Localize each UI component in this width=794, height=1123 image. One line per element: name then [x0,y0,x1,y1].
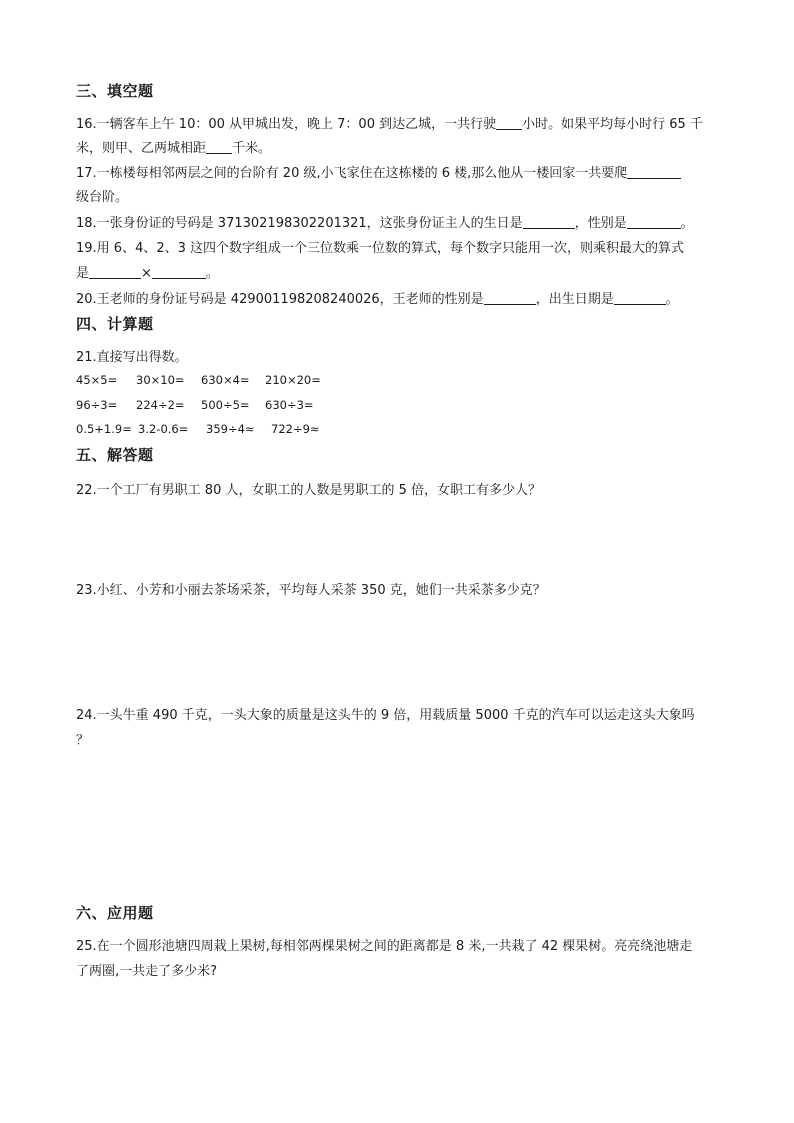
calc-item: 500÷5= [201,398,250,412]
question-17-line-1 [76,162,681,181]
q19-text-c: × [141,266,152,281]
q16-blank-distance[interactable] [206,141,232,154]
section-title-application: 六、应用题 [76,904,154,922]
calc-item: 45×5= [76,373,118,387]
q19-blank-factor-1[interactable] [89,266,141,279]
question-17-line-2 [76,186,128,205]
q19-text-d: 。 [205,266,219,281]
q18-text-a: 18.一张身份证的号码是 371302198302201321，这张身份证主人的生日是 [76,216,523,231]
calc-item: 30×10= [136,373,185,387]
calc-item: 210×20= [265,373,321,387]
calc-item: 722÷9≈ [271,422,320,436]
calc-item: 359÷4≈ [206,422,255,436]
q16-blank-hours[interactable] [496,117,522,130]
question-22: 22.一个工厂有男职工 80 人，女职工的人数是男职工的 5 倍，女职工有多少人？ [76,483,542,498]
question-16-line-1 [76,113,703,132]
question-20 [76,288,679,307]
calc-item: 3.2-0.6= [138,422,189,436]
question-19-line-1 [76,237,684,256]
question-23: 23.小红、小芳和小丽去茶场采茶，平均每人采茶 350 克，她们一共采茶多少克？ [76,583,546,598]
q20-text-a: 20.王老师的身份证号码是 429001198208240026，王老师的性别是 [76,292,484,307]
question-25-line-2: 了两圈,一共走了多少米? [76,964,218,979]
question-16-line-2 [76,137,271,156]
q18-blank-gender[interactable] [627,216,681,229]
section-title-word-problems: 五、解答题 [76,446,154,464]
q18-text-b: ，性别是 [574,216,627,231]
q20-text-b: ，出生日期是 [535,292,614,307]
calc-item: 0.5+1.9= [76,422,132,436]
section-title-fill-in: 三、填空题 [76,82,154,100]
question-21-title: 21.直接写出得数。 [76,350,188,365]
q16-text-b: 小时。如果平均每小时行 65 千 [522,117,703,132]
question-24-line-1: 24.一头牛重 490 千克，一头大象的质量是这头牛的 9 倍，用载质量 5000 千克的汽车可以运走这头大象吗 [76,708,695,723]
q17-text-b: 级台阶。 [76,190,129,205]
calc-item: 96÷3= [76,398,118,412]
section-title-calculation: 四、计算题 [76,315,154,333]
q16-text-d: 千米。 [232,141,272,156]
q16-text-a: 16.一辆客车上午 10：00 从甲城出发，晚上 7：00 到达乙城，一共行驶 [76,117,497,132]
q20-blank-gender[interactable] [484,292,536,305]
q19-text-b: 是 [76,266,90,281]
question-25-line-1: 25.在一个圆形池塘四周栽上果树,每相邻两棵果树之间的距离都是 8 米,一共栽了 42 棵果树。亮亮绕池塘走 [76,939,693,954]
q18-text-c: 。 [680,216,694,231]
calc-item: 630÷3= [265,398,314,412]
q20-blank-birthdate[interactable] [614,292,666,305]
question-24-line-2: ？ [76,733,90,748]
q20-text-c: 。 [665,292,679,307]
question-19-line-2 [76,262,219,281]
q19-text-a: 19.用 6、4、2、3 这四个数字组成一个三位数乘一位数的算式，每个数字只能用一次，则乘积最大的算式 [76,241,685,256]
q17-blank-steps[interactable] [627,166,681,179]
q17-text-a: 17.一栋楼每相邻两层之间的台阶有 20 级,小飞家住在这栋楼的 6 楼,那么他从一楼回家一共要爬 [76,166,628,181]
q16-text-c: 米，则甲、乙两城相距 [76,141,207,156]
q18-blank-birthday[interactable] [523,216,575,229]
q19-blank-factor-2[interactable] [152,266,206,279]
question-18 [76,212,694,231]
calc-item: 630×4= [201,373,250,387]
calc-item: 224÷2= [136,398,185,412]
